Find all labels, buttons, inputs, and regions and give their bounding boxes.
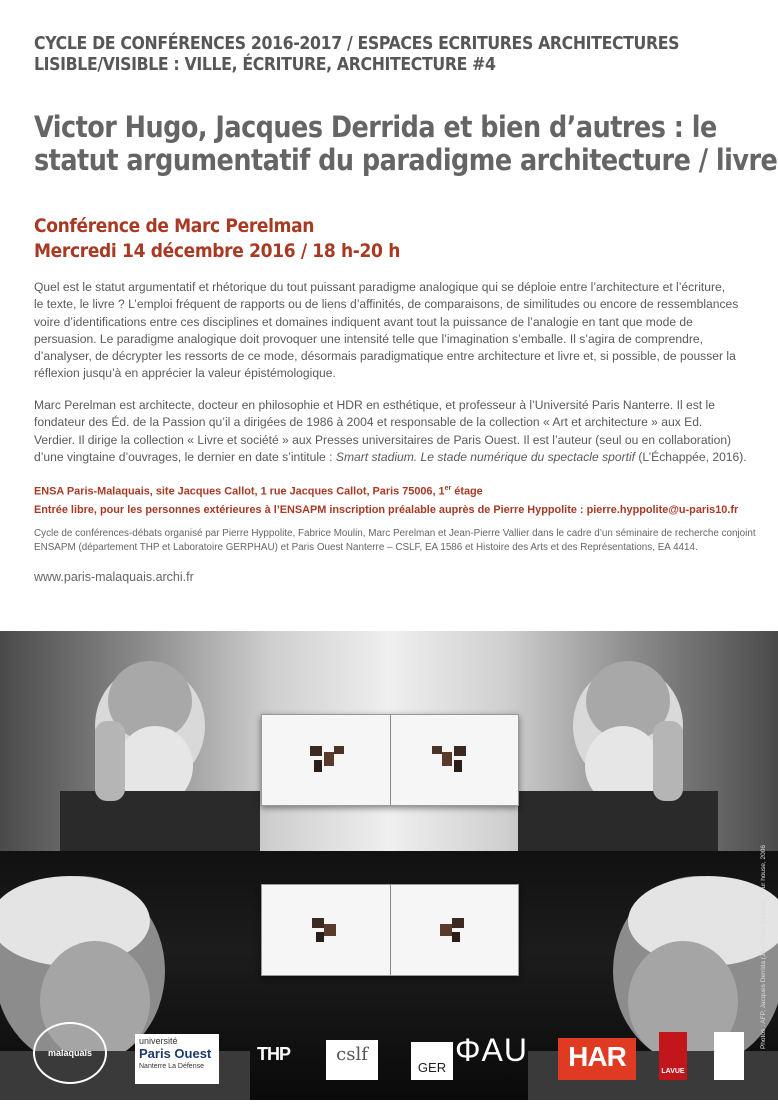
floor-superscript: er	[444, 485, 452, 492]
abstract-line: voire d’identifications entre ces disciplines et domaines indiquent avant tout la puissance de l’analogie en tant que mode de	[34, 314, 693, 329]
logo-text: université	[139, 1036, 178, 1046]
website-link[interactable]: www.paris-malaquais.archi.fr	[34, 570, 194, 584]
logo-text: Nanterre La Défense	[139, 1063, 204, 1070]
bio-paragraph	[34, 397, 754, 466]
hugo-right-portrait	[518, 631, 778, 851]
title-line: statut argumentatif du paradigme architecture / livre	[34, 143, 778, 177]
organizers-credits	[34, 527, 754, 555]
abstract-line: Quel est le statut argumentatif et rhétorique du tout puissant paradigme analogique qui se déploie entre l’architecture et l’écriture,	[34, 280, 726, 294]
event-date: Mercredi 14 décembre 2016 / 18 h-20 h	[34, 240, 401, 262]
ger-logo: GER	[411, 1042, 453, 1080]
architecture-glyph-icon	[428, 742, 470, 778]
abstract-line: réflexion jusqu’à en apprécier la valeur épistémologique.	[34, 366, 336, 381]
bio-line	[34, 449, 754, 466]
abstract-line: d’analyser, de décrypter les ressorts de ce mode, désormais paradigmatique entre architecture et livre et, si possible, de pousser la	[34, 349, 736, 364]
series-header	[34, 34, 682, 76]
partner-logos	[0, 1008, 778, 1100]
series-header-line: LISIBLE/VISIBLE : VILLE, ÉCRITURE, ARCHITECTURE #4	[34, 55, 496, 75]
architecture-glyph-icon	[306, 742, 348, 778]
series-header-line: CYCLE DE CONFÉRENCES 2016-2017 / ESPACES ECRITURES ARCHITECTURES	[34, 34, 680, 54]
abstract-paragraph	[34, 279, 754, 383]
architecture-glyph-icon	[428, 912, 470, 948]
conference-title	[34, 110, 778, 177]
open-book-bottom	[261, 884, 519, 976]
venue-text: étage	[451, 485, 483, 498]
ministry-emblem-icon	[714, 1032, 744, 1080]
title-line: Victor Hugo, Jacques Derrida et bien d’autres : le	[34, 110, 717, 144]
bio-text: d’une vingtaine d’ouvrages, le dernier en date s’intitule :	[34, 449, 336, 464]
venue-text: ENSA Paris-Malaquais, site Jacques Callot, 1 rue Jacques Callot, Paris 75006, 1	[34, 485, 445, 498]
speaker-block	[34, 214, 412, 264]
phau-logo: ΦAU	[455, 1032, 528, 1068]
thp-logo: THP	[257, 1044, 290, 1064]
photo-credit: Photos : AFP, Jacques Derrida (JR), Olafur Eliasson, Your house, 2006	[760, 845, 767, 1050]
malaquais-logo: malaquais	[33, 1022, 107, 1084]
book-spine	[390, 885, 391, 975]
architecture-glyph-icon	[306, 912, 348, 948]
venue-address	[34, 480, 754, 501]
abstract-line: persuasion. Le paradigme analogique doit provoquer une intensité telle que l’imagination s’emballe. Il s’agira de comprendre,	[34, 331, 703, 346]
bio-line: fondateur des Éd. de la Passion qu’il a dirigées de 1986 à 2004 et responsable de la collection « Art et architecture » aux Ed.	[34, 415, 703, 430]
cslf-logo: cslf	[326, 1040, 378, 1080]
hugo-left-portrait	[0, 631, 260, 851]
har-logo: HAR	[558, 1038, 636, 1080]
location-block	[34, 480, 754, 519]
abstract-line: le texte, le livre ? L’emploi fréquent de rapports ou de liens d’affinités, de comparaisons, de similitudes ou encore de ressemblances	[34, 297, 739, 312]
bio-line: Marc Perelman est architecte, docteur en philosophie et HDR en esthétique, et professeur à l’Université Paris Nanterre. Il est le	[34, 398, 715, 412]
paris-ouest-logo	[135, 1034, 219, 1084]
credits-line: ENSAPM (département THP et Laboratoire GERPHAU) et Paris Ouest Nanterre – CSLF, EA 1586 et Histoire des Arts et des Représentations, EA 4414.	[34, 542, 698, 553]
registration-info: Entrée libre, pour les personnes extérieures à l’ENSAPM inscription préalable auprès de Pierre Hyppolite : pierre.hyppolite@u-paris10.fr	[34, 503, 739, 516]
book-spine	[390, 715, 391, 805]
logo-text: Paris Ouest	[139, 1046, 212, 1061]
book-title: Smart stadium. Le stade numérique du spectacle sportif	[335, 449, 636, 464]
speaker-name: Conférence de Marc Perelman	[34, 215, 315, 237]
credits-line: Cycle de conférences-débats organisé par Pierre Hyppolite, Fabrice Moulin, Marc Perelman et Jean-Pierre Vallier dans le cadre d’un séminaire de recherche conjoint	[34, 528, 756, 539]
lavue-logo: LAVUE	[659, 1032, 687, 1080]
bio-text: (L’Échappée, 2016).	[635, 449, 747, 464]
bio-line: Verdier. Il dirige la collection « Livre et société » aux Presses universitaires de Paris Ouest. Il est l’auteur (seul ou en collaboration)	[34, 432, 732, 447]
open-book-top	[261, 714, 519, 806]
